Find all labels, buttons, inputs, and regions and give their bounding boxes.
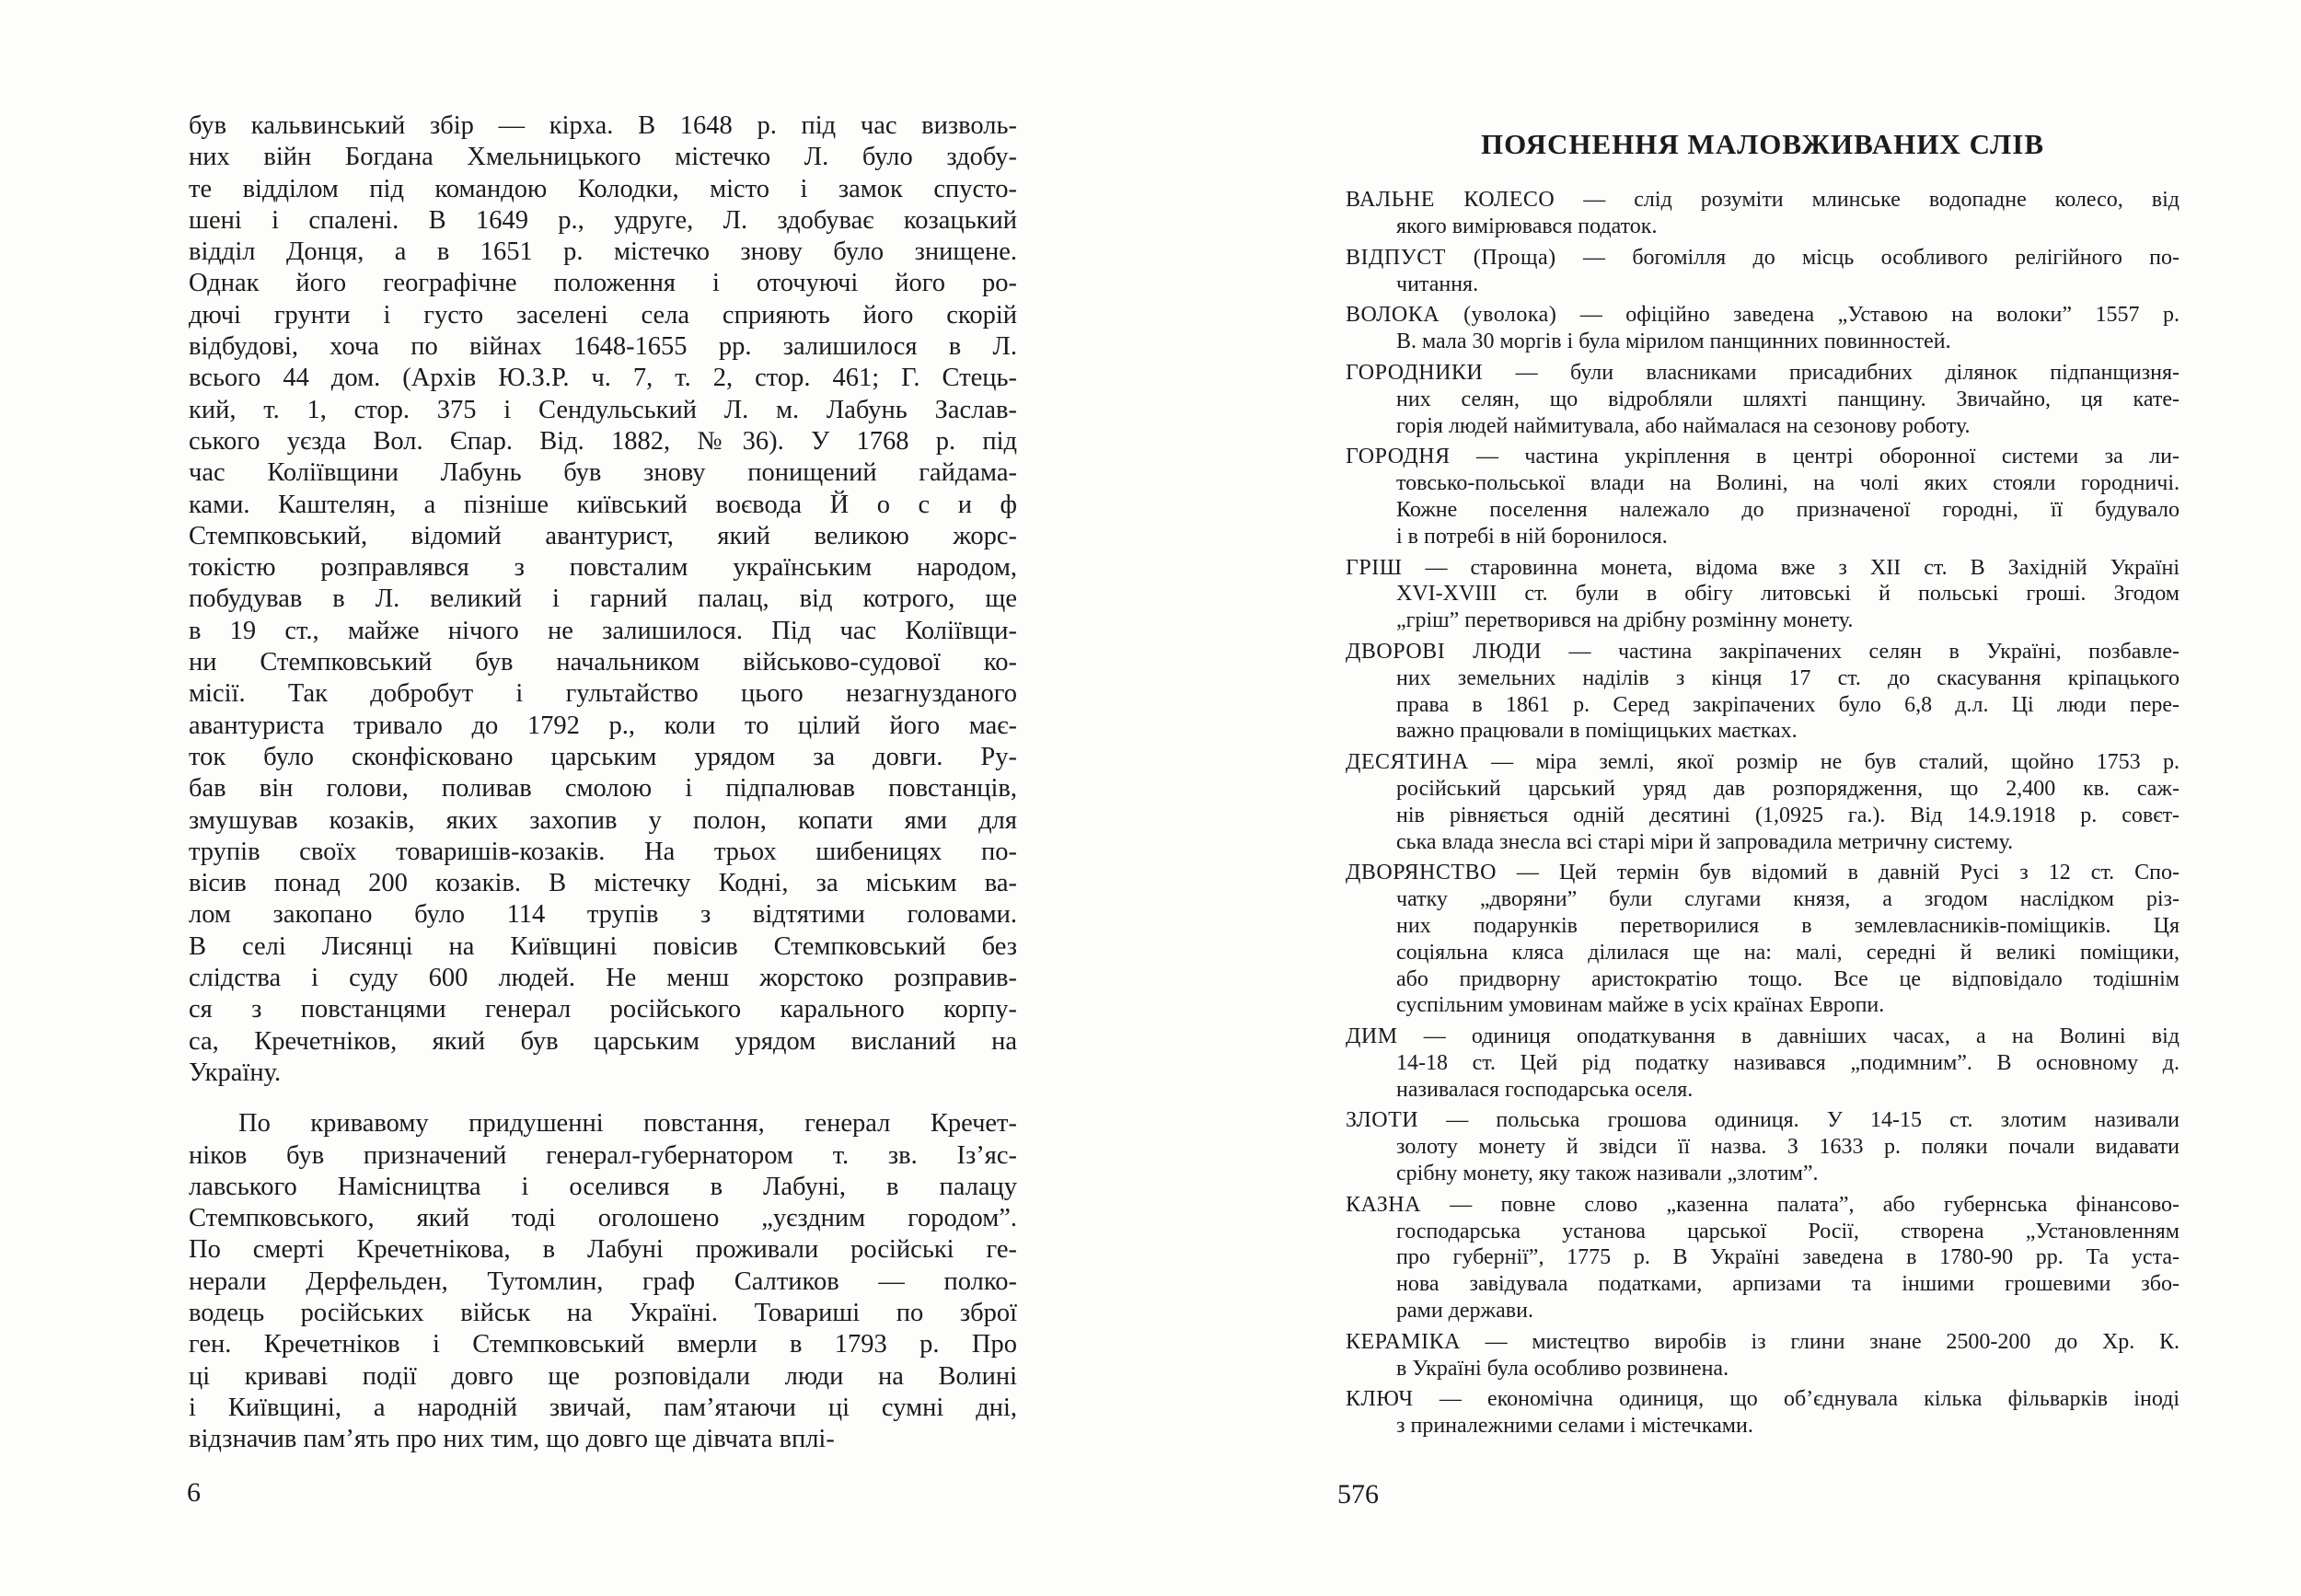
text-line: са, Кречетніков, який був царським урядом висланий на [189,1026,1017,1056]
text-line: ського уєзда Вол. Єпар. Від. 1882, №36). У 1768 р. під [189,426,1017,456]
glossary-entry [1346,245,2180,298]
text-line: ками. Каштелян, а пізніше київський воєвода Й о с и ф [189,490,1017,519]
text-line: Кожне поселення належало до призначеної городні, її будувало [1396,497,2180,522]
text-line: суспільним умовинам майже в усіх країнах Европи. [1396,993,1885,1018]
text-line: бав він голови, поливав смолою і підпалював повстанців, [189,774,1017,804]
text-line: і Київщині, а народній звичай, пам’ятаючи ці сумні дні, [189,1393,1017,1422]
glossary-term: ЗЛОТИ [1346,1108,1419,1133]
text-line: нерали Дерфельден, Тутомлин, граф Салтиков — полко- [189,1266,1017,1296]
glossary-entry [1346,1192,2180,1324]
text-line: відзначив пам’ять про них тим, що довго ще дівчата вплі- [189,1425,835,1454]
right-page-column [1346,127,2180,1440]
text-line: чатку „дворяни” були слугами князя, а згодом наслідком різ- [1396,887,2180,912]
text-line: В селі Лисянці на Київщині повісив Стемпковський без [189,931,1017,961]
text-line: Стемпковський, відомий авантурист, який великою жорс- [189,521,1017,550]
text-line: токістю розправлявся з повсталим українським народом, [189,553,1017,583]
text-line: дючі грунти і густо заселені села сприяють його скорій [189,300,1017,330]
glossary-entry [1346,1024,2180,1103]
text-line: побудував в Л. великий і гарний палац, від котрого, ще [189,584,1017,614]
glossary-entry [1346,639,2180,745]
text-line: те відділом під командою Колодки, місто і замок спусто- [189,174,1017,203]
glossary-entry [1346,360,2180,439]
text-line: нів рівняється одній десятині (1,0925 га.). Від 14.9.1918 р. совєт- [1396,803,2180,827]
text-line: рами держави. [1396,1299,1533,1324]
text-line: лавського Намісництва і оселився в Лабуні, в палацу [189,1172,1017,1201]
text-line: кий, т. 1, стор. 375 і Сендульський Л. м. Лабунь Заслав- [189,395,1017,424]
text-line: про губернії”, 1775 р. В Україні заведена в 1780-90 рр. Та уста- [1396,1245,2180,1270]
text-line: відділ Донця, а в 1651 р. містечко знову було знищене. [189,237,1017,267]
glossary-entry-first-line: ЗЛОТИ — польська грошова одиниця. У 14-15 ст. злотим називали [1346,1108,2180,1133]
text-line: трупів своїх товаришів-козаків. На трьох шибеницях по- [189,837,1017,866]
glossary-term: ДВОРЯНСТВО [1346,861,1497,885]
text-line: права в 1861 р. Серед закріпачених було 6,8 д.л. Ці люди пере- [1396,692,2180,717]
text-line: них подарунків перетворилися в землевласників-поміщиків. Ця [1396,913,2180,938]
glossary-entry-first-line: ДЕСЯТИНА — міра землі, якої розмір не був сталий, щойно 1753 р. [1346,750,2180,775]
text-line: в Україні була особливо розвинена. [1396,1356,1729,1381]
glossary-entry-first-line: КЕРАМІКА — мистецтво виробів із глини знане 2500-200 до Хр. К. [1346,1329,2180,1354]
text-line: ток було сконфісковано царським урядом за довги. Ру- [189,742,1017,771]
text-line: 14-18 ст. Цей рід податку називався „подимним”. В основному д. [1396,1050,2180,1075]
text-line: Стемпковського, який тоді оголошено „уєздним городом”. [189,1204,1017,1233]
glossary-term: КЛЮЧ [1346,1387,1414,1412]
text-line: місії. Так добробут і гультайство цього незагнузданого [189,679,1017,709]
glossary-entry [1346,1386,2180,1440]
glossary-entry-first-line: ДВОРЯНСТВО — Цей термін був відомий в давній Русі з 12 ст. Спо- [1346,861,2180,885]
text-line: шені і спалені. В 1649 р., удруге, Л. здобуває козацький [189,205,1017,235]
text-line: вісив понад 200 козаків. В містечку Кодні, за міським ва- [189,869,1017,898]
text-line: золоту монету й звідси її назва. З 1633 р. поляки почали видавати [1396,1135,2180,1160]
text-line: якого вимірювався податок. [1396,214,1658,238]
glossary-term: ВІДПУСТ (Проща) [1346,245,1556,270]
glossary-entry [1346,860,2180,1019]
glossary-entry-first-line: КАЗНА — повне слово „казенна палата”, або губернська фінансово- [1346,1192,2180,1217]
glossary-term: ДЕСЯТИНА [1346,750,1469,775]
glossary-entry-first-line: ВІДПУСТ (Проща) — богомілля до місць особливого релігійного по- [1346,245,2180,270]
glossary-title: ПОЯСНЕННЯ МАЛОВЖИВАНИХ СЛІВ [1480,128,2045,160]
glossary-entry-first-line: ГРІШ — старовинна монета, відома вже з XII ст. В Західній Україні [1346,555,2180,580]
text-line: російський царський уряд дав розпорядження, що 2,400 кв. саж- [1396,776,2180,801]
text-line: або придворну аристократію тощо. Все це відповідало тодішнім [1396,966,2180,991]
text-line: В. мала 30 моргів і була мірилом панщинних повинностей. [1396,330,1951,354]
text-line: горія людей наймитувала, або наймалася на сезонову роботу. [1396,413,1971,438]
glossary-entry-first-line: ГОРОДНИКИ — були власниками присадибних ділянок підпанщизня- [1346,360,2180,385]
text-line: соціяльна кляса ділилася ще на: малі, середні й великі поміщики, [1396,940,2180,965]
glossary-entries [1346,187,2180,1440]
text-line: товсько-польської влади на Волині, на чолі яких стояли городничі. [1396,471,2180,496]
glossary-entry-first-line: ДИМ — одиниця оподаткування в давніших часах, а на Волині від [1346,1024,2180,1049]
glossary-term: КАЗНА [1346,1192,1421,1217]
text-line: Україну. [189,1058,282,1087]
paragraph [189,110,1017,1089]
text-line: був кальвинський збір — кірха. В 1648 р. під час визволь- [189,111,1017,140]
text-line: називалася господарська оселя. [1396,1077,1694,1102]
glossary-entry-first-line: ВОЛОКА (уволока) — офіційно заведена „Уставою на волоки” 1557 р. [1346,303,2180,328]
text-line: ці криваві події довго ще розповідали люди на Волині [189,1361,1017,1391]
glossary-entry-first-line: КЛЮЧ — економічна одиниця, що об’єднувала кілька фільварків іноді [1346,1387,2180,1412]
text-line: ська влада знесла всі старі міри й запровадила метричну систему. [1396,829,2014,854]
text-line: водець російських військ на Україні. Товариші по зброї [189,1298,1017,1327]
text-line: авантуриста тривало до 1792 р., коли то цілий його має- [189,711,1017,740]
glossary-entry [1346,749,2180,855]
page-number-left: 6 [187,1477,201,1508]
text-line: них селян, що відробляли шляхті панщину. Звичайно, ця кате- [1396,387,2180,411]
glossary-term: ВОЛОКА (уволока) [1346,303,1557,328]
text-line: ся з повстанцями генерал російського карального корпу- [189,995,1017,1024]
glossary-term: ГРІШ [1346,555,1403,580]
text-line: слідства і суду 600 людей. Не менш жорстоко розправив- [189,964,1017,993]
glossary-term: ДВОРОВІ ЛЮДИ [1346,639,1543,664]
text-line: Однак його географічне положення і оточуючі його ро- [189,269,1017,298]
text-line: нова завідувала податками, арпизами та іншими грошевими збо- [1396,1272,2180,1297]
text-line: важно працювали в поміщицьких маєтках. [1396,719,1798,744]
text-line: відбудові, хоча по війнах 1648-1655 рр. залишилося в Л. [189,332,1017,362]
glossary-entry [1346,302,2180,355]
text-line: „гріш” перетворився на дрібну розмінну монету. [1396,608,1854,633]
glossary-term: КЕРАМІКА [1346,1329,1461,1354]
left-page-text [189,110,1017,1455]
text-line: лом закопано було 114 трупів з відтятими головами. [189,900,1017,930]
text-line: читання. [1396,272,1479,296]
text-line: них війн Богдана Хмельницького містечко Л. було здобу- [189,143,1017,172]
text-line: них земельних наділів з кінця 17 ст. до скасування кріпацького [1396,665,2180,690]
text-line: час Коліївщини Лабунь був знову понищений гайдама- [189,458,1017,488]
glossary-entry [1346,187,2180,240]
glossary-term: ГОРОДНЯ [1346,445,1451,469]
glossary-entry [1346,1329,2180,1382]
glossary-entry-first-line: ДВОРОВІ ЛЮДИ — частина закріпачених селян в Україні, позбавле- [1346,639,2180,664]
text-line: і в потребі в ній боронилося. [1396,524,1668,549]
text-line: з приналежними селами і містечками. [1396,1414,1753,1439]
page-number-right: 576 [1337,1479,1379,1509]
glossary-entry-first-line: ВАЛЬНЕ КОЛЕСО — слід розуміти млинське водопадне колесо, від [1346,188,2180,213]
text-line: XVI-XVIII ст. були в обігу литовські й польські гроші. Згодом [1396,582,2180,607]
glossary-term: ВАЛЬНЕ КОЛЕСО [1346,188,1555,213]
glossary-term: ГОРОДНИКИ [1346,360,1484,385]
text-line: всього 44 дом. (Архів Ю.З.Р. ч. 7, т. 2, стор. 461; Г. Стець- [189,364,1017,393]
text-line: ніков був призначений генерал-губернатором т. зв. Із’яс- [189,1140,1017,1170]
text-line: По смерті Кречетнікова, в Лабуні проживали російські ге- [189,1235,1017,1265]
glossary-entry-first-line: ГОРОДНЯ — частина укріплення в центрі оборонної системи за ли- [1346,445,2180,469]
paragraph [189,1108,1017,1455]
text-line: господарська установа царської Росії, створена „Установленням [1396,1219,2180,1243]
glossary-term: ДИМ [1346,1024,1398,1049]
glossary-entry [1346,444,2180,549]
text-line: По кривавому придушенні повстання, генерал Кречет- [238,1109,1017,1139]
text-line: в 19 ст., майже нічого не залишилося. Під час Коліївщи- [189,616,1017,645]
glossary-entry [1346,1107,2180,1186]
text-line: срібну монету, яку також називали „злотим”. [1396,1162,1819,1186]
glossary-entry [1346,555,2180,634]
text-line: ни Стемпковський був начальником військово-судової ко- [189,648,1017,677]
text-line: змушував козаків, яких захопив у полон, копати ями для [189,805,1017,835]
text-line: ген. Кречетніков і Стемпковський вмерли в 1793 р. Про [189,1330,1017,1359]
